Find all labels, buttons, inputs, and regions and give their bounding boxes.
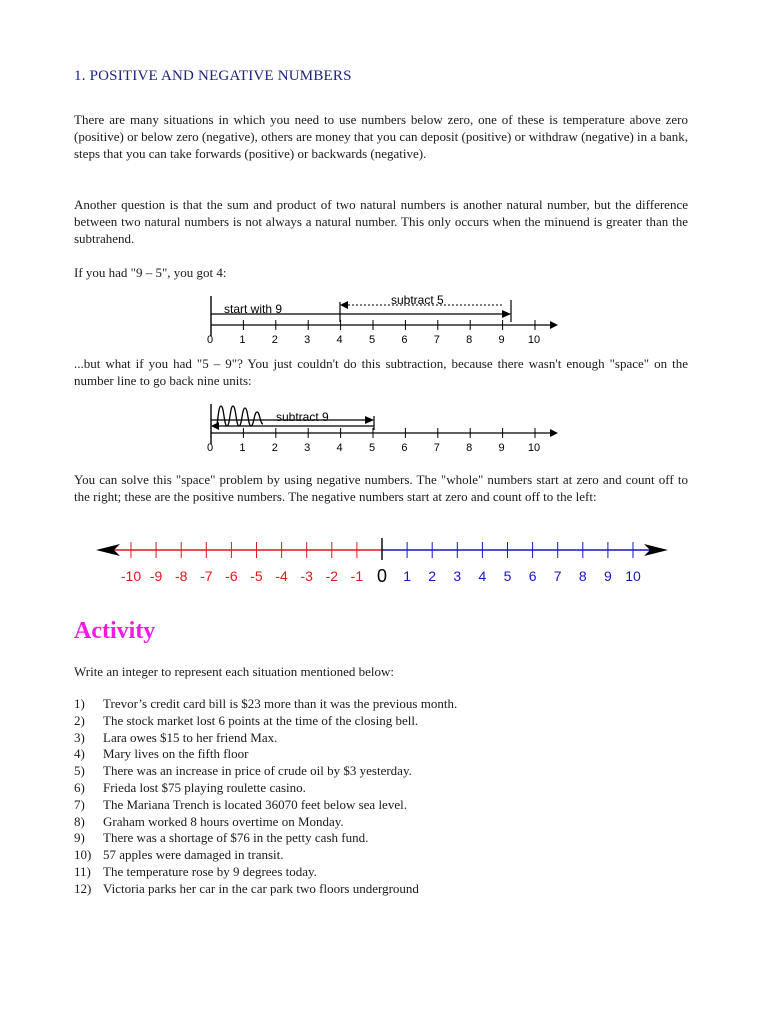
list-item [74,847,688,864]
paragraph-natural-numbers: Another question is that the sum and product of two natural numbers is another natural number, but the difference between two natural numbers is not always a natural number. This only occurs when the minuend is greater than the subtrahend. [74,197,688,246]
item-number: 6) [74,779,85,795]
paragraph-nine-minus-five: If you had "9 – 5", you got 4: [74,265,227,280]
tick-label: 2 [271,334,278,346]
tick-label: 7 [433,442,440,454]
number-line-ticks [121,538,641,586]
tick-label: -6 [225,568,238,584]
tick-label: -1 [350,568,364,584]
tick-label: 0 [206,334,214,346]
paragraph-five-minus-nine: ...but what if you had "5 – 9"? You just couldn't do this subtraction, because there wasn't enough "space" on the number line to go back nine units: [74,356,688,388]
tick-label: 10 [527,334,541,346]
list-item [74,797,688,814]
paragraph-negative-numbers: You can solve this "space" problem by using negative numbers. The "whole" numbers start at zero and count off to the right; these are the positive numbers. The negative numbers start at zero and count off to the left: [74,472,688,504]
tick-label: 5 [368,442,376,454]
tick-label: 3 [304,442,311,454]
tick-label: -3 [300,568,313,584]
item-text: Lara owes $15 to her friend Max. [103,729,278,745]
tick-label: 2 [428,568,437,584]
item-number: 1) [74,696,85,711]
item-text: 57 apples were damaged in transit. [103,847,284,863]
integer-number-line [90,536,680,588]
tick-label: 5 [368,334,376,346]
item-number: 9) [74,830,85,846]
figure1-ticks [207,320,540,346]
tick-label: -2 [325,568,339,584]
tick-label: 4 [478,568,487,584]
tick-label: 5 [503,568,512,584]
tick-label: 3 [453,568,462,584]
figure1-subtract-label: subtract 5 [391,293,444,307]
item-number: 5) [74,763,85,779]
tick-label: 1 [239,334,246,346]
item-number: 7) [74,796,85,812]
tick-label: 6 [528,568,537,584]
tick-label: 6 [401,334,408,346]
list-item [74,814,688,831]
activity-instruction: Write an integer to represent each situation mentioned below: [74,664,395,679]
zero-label: 0 [376,566,388,586]
tick-label: 9 [604,568,612,584]
list-item [74,780,688,797]
tick-label: 8 [466,334,473,346]
figure2-subtract-label: subtract 9 [276,410,329,424]
item-text: There was an increase in price of crude oil by $3 yesterday. [103,763,412,779]
tick-label: 4 [336,442,343,454]
tick-label: 3 [304,334,311,346]
tick-label: -4 [275,568,288,584]
tick-label: 8 [466,442,473,454]
tick-label: 10 [625,568,641,584]
tick-label: -7 [200,568,213,584]
tick-label: 7 [553,568,562,584]
item-text: Graham worked 8 hours overtime on Monday. [103,813,344,829]
tick-label: 0 [206,442,214,454]
tick-label: 4 [336,334,343,346]
figure-nine-minus-five [200,292,560,348]
tick-label: 9 [498,334,505,346]
list-item [74,696,688,713]
tick-label: 8 [578,568,587,584]
paragraph-intro: There are many situations in which you need to use numbers below zero, one of these is temperature above zero (positive) or below zero (negative), others are money that you can deposit (positive) or withdraw (negative) in a bank, steps that you can take forwards (positive) or backwards (negative). [74,112,688,161]
item-number: 12) [74,880,92,896]
figure-five-minus-nine [200,400,560,456]
activity-title: Activity [74,618,156,644]
item-number: 2) [74,712,85,728]
tick-label: -5 [250,568,263,584]
item-number: 3) [74,729,85,745]
section-heading: 1. POSITIVE AND NEGATIVE NUMBERS [74,68,352,84]
figure1-start-label: start with 9 [224,302,283,316]
item-text: Frieda lost $75 playing roulette casino. [103,779,306,795]
item-text: Victoria parks her car in the car park two floors underground [103,880,419,896]
list-item [74,763,688,780]
tick-label: -8 [174,568,188,584]
tick-label: 1 [239,442,246,454]
list-item [74,713,688,730]
tick-label: 6 [401,442,408,454]
item-text: Trevor’s credit card bill is $23 more than it was the previous month. [103,696,458,711]
tick-label: 2 [271,442,278,454]
figure1-axis-arrow [550,321,558,329]
figure2-squiggle [212,406,263,426]
tick-label: 10 [527,442,541,454]
activity-list [74,696,688,898]
tick-label: 9 [498,442,505,454]
figure2-ticks [207,428,540,454]
item-number: 8) [74,813,85,829]
list-item [74,746,688,763]
tick-label: 7 [433,334,440,346]
item-number: 11) [74,863,91,879]
list-item [74,830,688,847]
figure2-axis-arrow [550,429,558,437]
list-item [74,881,688,898]
item-text: Mary lives on the fifth floor [103,746,249,762]
list-item [74,730,688,747]
item-text: There was a shortage of $76 in the petty cash fund. [103,830,369,846]
item-number: 4) [74,746,85,762]
item-text: The stock market lost 6 points at the time of the closing bell. [103,712,419,728]
tick-label: -9 [149,568,163,584]
figure2-axis [211,404,558,444]
list-item [74,864,688,881]
item-text: The Mariana Trench is located 36070 feet below sea level. [103,796,407,812]
tick-label: -10 [120,568,142,584]
item-text: The temperature rose by 9 degrees today. [103,863,317,879]
tick-label: 1 [403,568,411,584]
item-number: 10) [74,847,92,863]
